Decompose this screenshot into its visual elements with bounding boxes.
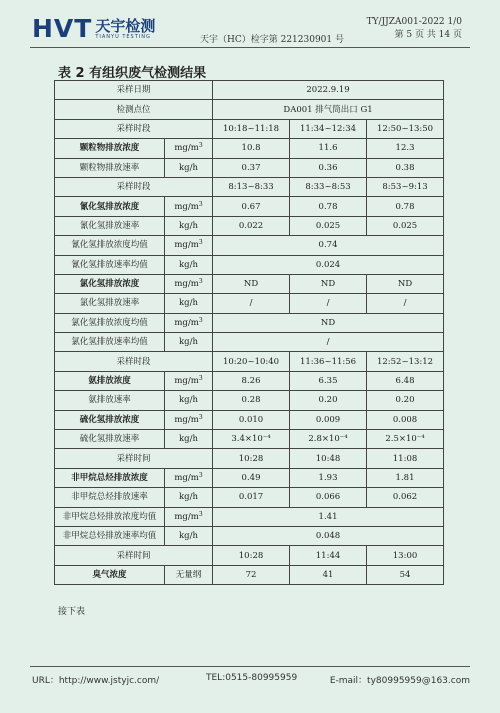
table-row [55, 488, 444, 507]
time-cell: 10:48 [290, 449, 367, 468]
row-label: 硫化氢排放浓度 [55, 410, 165, 429]
time-cell: 10:28 [213, 449, 290, 468]
row-label: 硫化氢排放速率 [55, 430, 165, 449]
table-row [55, 81, 444, 100]
table-row [55, 565, 444, 584]
time-cell: 10:28 [213, 546, 290, 565]
value-cell: 54 [367, 565, 444, 584]
value-cell: / [367, 294, 444, 313]
value-cell: 1.81 [367, 468, 444, 487]
logo-english-name: TIANYU TESTING [95, 33, 151, 40]
row-label: 检测点位 [55, 100, 213, 119]
value-cell: 0.022 [213, 216, 290, 235]
row-label: 非甲烷总烃排放速率 [55, 488, 165, 507]
continued-note: 接下表 [58, 607, 86, 617]
unit-cell: kg/h [165, 430, 213, 449]
row-label: 颗粒物排放速率 [55, 158, 165, 177]
row-label: 氰化氢排放浓度均值 [55, 236, 165, 255]
value-cell: 1.93 [290, 468, 367, 487]
value-cell: 0.025 [290, 216, 367, 235]
row-label: 非甲烷总烃排放浓度 [55, 468, 165, 487]
table-row [55, 216, 444, 235]
unit-cell: $mg/m^3$ [165, 313, 213, 332]
value-cell: / [290, 294, 367, 313]
time-cell: 8:13~8:33 [213, 177, 290, 196]
table-row [55, 526, 444, 545]
table-row [55, 236, 444, 255]
time-cell: 10:20~10:40 [213, 352, 290, 371]
time-cell: 10:18~11:18 [213, 119, 290, 138]
time-cell: 11:34~12:34 [290, 119, 367, 138]
table-row [55, 139, 444, 158]
mean-value: 0.048 [213, 526, 444, 545]
value-cell: 0.20 [367, 391, 444, 410]
mean-value: 0.024 [213, 255, 444, 274]
value-cell: 3.4×10⁻⁴ [213, 430, 290, 449]
unit-cell: kg/h [165, 216, 213, 235]
table-row [55, 294, 444, 313]
row-label: 氰化氢排放浓度 [55, 197, 165, 216]
time-cell: 11:36~11:56 [290, 352, 367, 371]
table-row [55, 274, 444, 293]
value-cell: 2.5×10⁻⁴ [367, 430, 444, 449]
value-cell: 0.009 [290, 410, 367, 429]
row-label: 采样时间 [55, 449, 213, 468]
footer-tel: TEL:0515-80995959 [206, 673, 298, 683]
unit-cell: kg/h [165, 488, 213, 507]
table-row [55, 430, 444, 449]
value-cell: 0.010 [213, 410, 290, 429]
row-label: 氯化氢排放速率均值 [55, 333, 165, 352]
footer-url: URL：http://www.jstyjc.com/ [32, 676, 160, 686]
row-label: 采样时段 [55, 177, 213, 196]
unit-cell: kg/h [165, 158, 213, 177]
row-value: DA001 排气筒出口 G1 [213, 100, 444, 119]
row-label: 采样时段 [55, 119, 213, 138]
value-cell: ND [367, 274, 444, 293]
value-cell: 6.35 [290, 371, 367, 390]
value-cell: 0.20 [290, 391, 367, 410]
table-row [55, 449, 444, 468]
unit-cell: $mg/m^3$ [165, 139, 213, 158]
unit-cell: $mg/m^3$ [165, 197, 213, 216]
row-label: 氰化氢排放速率 [55, 216, 165, 235]
value-cell: 0.28 [213, 391, 290, 410]
logo-mark: HVT [32, 14, 93, 43]
table-row [55, 100, 444, 119]
table-title: 表 2 有组织废气检测结果 [58, 66, 207, 81]
row-label: 采样时段 [55, 352, 213, 371]
value-cell: / [213, 294, 290, 313]
row-label: 氰化氢排放速率均值 [55, 255, 165, 274]
table-row [55, 177, 444, 196]
time-cell: 11:08 [367, 449, 444, 468]
unit-cell: $mg/m^3$ [165, 371, 213, 390]
table-row [55, 507, 444, 526]
value-cell: ND [290, 274, 367, 293]
time-cell: 13:00 [367, 546, 444, 565]
table-row [55, 197, 444, 216]
unit-cell: kg/h [165, 391, 213, 410]
value-cell: 11.6 [290, 139, 367, 158]
doc-code: TY/JJZA001-2022 1/0 [366, 17, 462, 27]
time-cell: 8:53~9:13 [367, 177, 444, 196]
table-row [55, 468, 444, 487]
value-cell: 0.066 [290, 488, 367, 507]
unit-cell: $mg/m^3$ [165, 236, 213, 255]
unit-cell: $mg/m^3$ [165, 507, 213, 526]
company-logo [32, 14, 155, 44]
unit-cell: $mg/m^3$ [165, 410, 213, 429]
value-cell: 0.78 [290, 197, 367, 216]
time-cell: 12:52~13:12 [367, 352, 444, 371]
table-row [55, 371, 444, 390]
value-cell: 2.8×10⁻⁴ [290, 430, 367, 449]
header-divider [30, 47, 470, 48]
value-cell: 10.8 [213, 139, 290, 158]
row-label: 采样时间 [55, 546, 213, 565]
value-cell: ND [213, 274, 290, 293]
value-cell: 0.025 [367, 216, 444, 235]
emission-results-table [54, 80, 444, 585]
row-label: 臭气浓度 [55, 565, 165, 584]
value-cell: 0.36 [290, 158, 367, 177]
logo-chinese-name: 天宇检测 [95, 16, 156, 35]
mean-value: ND [213, 313, 444, 332]
row-label: 非甲烷总烃排放速率均值 [55, 526, 165, 545]
mean-value: 0.74 [213, 236, 444, 255]
row-label: 氨排放浓度 [55, 371, 165, 390]
table-row [55, 546, 444, 565]
row-value: 2022.9.19 [213, 81, 444, 100]
value-cell: 41 [290, 565, 367, 584]
time-cell: 11:44 [290, 546, 367, 565]
report-number: 天宇（HC）检字第 221230901 号 [200, 35, 344, 45]
page-info: 第 5 页 共 14 页 [394, 30, 462, 40]
row-label: 氨排放速率 [55, 391, 165, 410]
unit-cell: 无量纲 [165, 565, 213, 584]
row-label: 采样日期 [55, 81, 213, 100]
value-cell: 72 [213, 565, 290, 584]
table-row [55, 158, 444, 177]
table-row [55, 313, 444, 332]
unit-cell: kg/h [165, 255, 213, 274]
row-label: 颗粒物排放浓度 [55, 139, 165, 158]
row-label: 氯化氢排放浓度 [55, 274, 165, 293]
value-cell: 0.062 [367, 488, 444, 507]
row-label: 非甲烷总烃排放浓度均值 [55, 507, 165, 526]
unit-cell: kg/h [165, 333, 213, 352]
value-cell: 8.26 [213, 371, 290, 390]
value-cell: 0.37 [213, 158, 290, 177]
time-cell: 12:50~13:50 [367, 119, 444, 138]
value-cell: 0.67 [213, 197, 290, 216]
value-cell: 0.78 [367, 197, 444, 216]
value-cell: 0.49 [213, 468, 290, 487]
mean-value: 1.41 [213, 507, 444, 526]
value-cell: 0.38 [367, 158, 444, 177]
row-label: 氯化氢排放浓度均值 [55, 313, 165, 332]
time-cell: 8:33~8:53 [290, 177, 367, 196]
table-row [55, 255, 444, 274]
table-row [55, 352, 444, 371]
unit-cell: $mg/m^3$ [165, 468, 213, 487]
mean-value: / [213, 333, 444, 352]
table-row [55, 391, 444, 410]
value-cell: 6.48 [367, 371, 444, 390]
row-label: 氯化氢排放速率 [55, 294, 165, 313]
unit-cell: $mg/m^3$ [165, 274, 213, 293]
value-cell: 0.017 [213, 488, 290, 507]
header-meta [367, 16, 462, 42]
table-row [55, 333, 444, 352]
table-row [55, 119, 444, 138]
value-cell: 12.3 [367, 139, 444, 158]
table-row [55, 410, 444, 429]
unit-cell: kg/h [165, 294, 213, 313]
unit-cell: kg/h [165, 526, 213, 545]
value-cell: 0.008 [367, 410, 444, 429]
footer-email: E-mail：ty80995959@163.com [329, 676, 470, 686]
footer-divider [30, 666, 470, 667]
